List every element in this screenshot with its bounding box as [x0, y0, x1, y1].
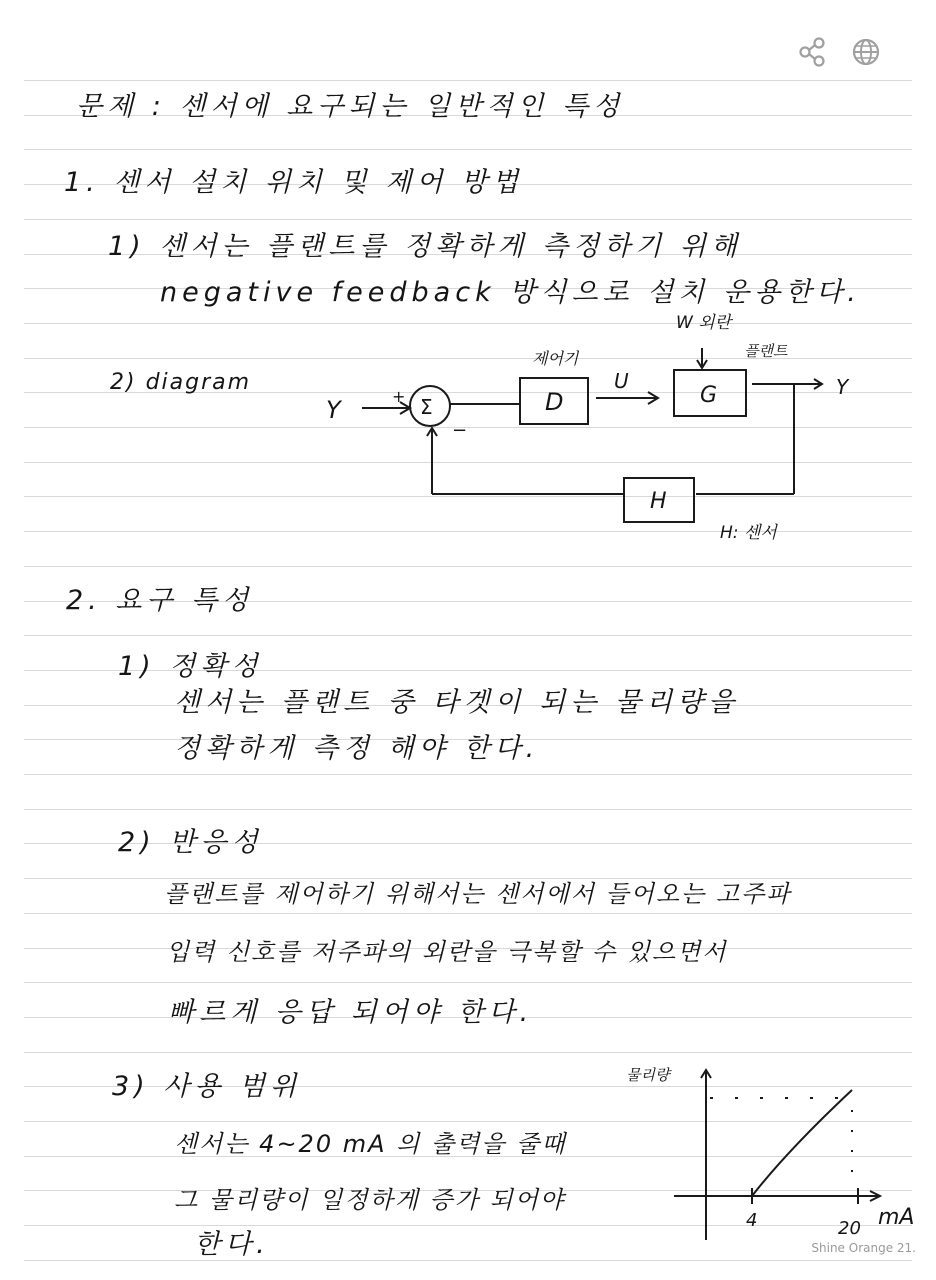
ruled-line [24, 427, 912, 428]
accuracy-line-2: 정확하게 측정 해야 한다. [174, 733, 540, 764]
accuracy-line-1: 센서는 플랜트 중 타겟이 되는 물리량을 [174, 687, 740, 718]
accuracy-label: 1) 정확성 [118, 651, 263, 682]
diagram-output-label: Y [836, 375, 849, 399]
range-line-1: 센서는 4~20 mA 의 출력을 줄때 [174, 1130, 567, 1158]
ruled-line [24, 149, 912, 150]
ruled-line [24, 566, 912, 567]
share-icon[interactable] [796, 36, 828, 68]
ruled-line [24, 809, 912, 810]
graph-x-tick-start: 4 [746, 1210, 758, 1231]
ruled-line [24, 496, 912, 497]
diagram-minus-sign: − [452, 420, 468, 441]
section-1-item-1-line-2: negative feedback 방식으로 설치 운용한다. [160, 277, 861, 308]
responsiveness-line-1: 플랜트를 제어하기 위해서는 센서에서 들어오는 고주파 [164, 880, 792, 908]
graph-y-label: 물리량 [626, 1066, 670, 1084]
plant-label: G [700, 383, 718, 408]
graph-x-tick-end: 20 [838, 1218, 861, 1239]
section-2-heading: 2. 요구 특성 [66, 585, 254, 616]
plant-caption: 플랜트 [744, 342, 788, 360]
diagram-input-label: Y [326, 396, 341, 424]
responsiveness-label: 2) 반응성 [118, 827, 263, 858]
diagram-plus-sign: + [392, 387, 406, 406]
control-signal-label: U [614, 369, 629, 393]
input-arrow [400, 402, 410, 414]
controller-label: D [545, 388, 564, 416]
range-line-3: 한다. [194, 1229, 270, 1260]
ruled-line [24, 913, 912, 914]
section-1-item-1-label: 1) 센서는 플랜트를 정확하게 측정하기 위해 [108, 231, 743, 262]
section-1-heading: 1. 센서 설치 위치 및 제어 방법 [64, 167, 524, 198]
ruled-line [24, 1260, 912, 1261]
graph-x-arrow [870, 1191, 880, 1201]
feedback-arrow [427, 428, 437, 436]
responsiveness-line-3: 빠르게 응답 되어야 한다. [168, 997, 534, 1028]
sensor-label: H [650, 489, 667, 514]
ruled-line [24, 358, 912, 359]
section-1-item-2-label: 2) diagram [110, 370, 252, 395]
disturbance-label: W 외란 [676, 313, 732, 333]
ruled-line [24, 635, 912, 636]
controller-caption: 제어기 [532, 349, 579, 368]
ruled-line [24, 462, 912, 463]
graph-x-label: mA [878, 1205, 915, 1230]
ruled-line [24, 80, 912, 81]
control-signal-arrow [648, 392, 658, 404]
ruled-line [24, 219, 912, 220]
sensor-caption: H: 센서 [720, 523, 777, 543]
diagram-sum-symbol: Σ [420, 395, 433, 419]
output-arrow [814, 379, 822, 389]
page-title: 문제 : 센서에 요구되는 일반적인 특성 [76, 91, 625, 122]
ruled-line [24, 774, 912, 775]
globe-icon[interactable] [850, 36, 882, 68]
ruled-line [24, 1121, 912, 1122]
range-label: 3) 사용 범위 [112, 1071, 302, 1102]
controller-block [520, 378, 588, 424]
ruled-line [24, 1052, 912, 1053]
ruled-line [24, 1225, 912, 1226]
ruled-line [24, 323, 912, 324]
range-line-2: 그 물리량이 일정하게 증가 되어야 [174, 1186, 566, 1214]
sensor-block [624, 478, 694, 522]
disturbance-arrow [697, 360, 707, 368]
ruled-line [24, 982, 912, 983]
footer-brand: Shine Orange 21. [811, 1241, 916, 1255]
responsiveness-line-2: 입력 신호를 저주파의 외란을 극복할 수 있으면서 [166, 938, 728, 966]
ruled-line [24, 531, 912, 532]
graph-y-arrow [701, 1070, 711, 1078]
graph-response-line [752, 1090, 852, 1196]
